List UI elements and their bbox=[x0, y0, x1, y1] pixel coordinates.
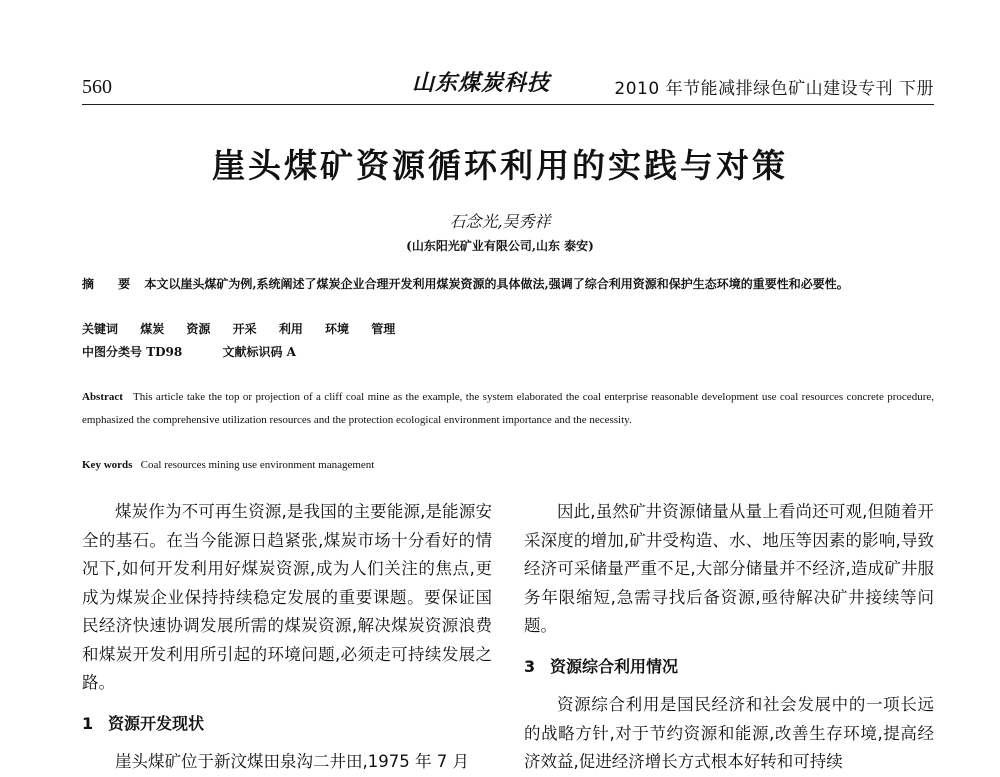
section-3-heading bbox=[524, 653, 934, 682]
keywords-cn-label: 关键词 bbox=[82, 322, 119, 336]
section-1-heading bbox=[82, 710, 492, 739]
issue-title: 2010 年节能减排绿色矿山建设专刊 下册 bbox=[614, 79, 934, 99]
keywords-cn bbox=[82, 320, 934, 337]
body-right-column bbox=[524, 498, 934, 777]
keywords-en-text: Coal resources mining use environment management bbox=[140, 459, 375, 471]
cls-label: 中图分类号 bbox=[82, 345, 143, 359]
abstract-cn bbox=[82, 274, 934, 295]
page-number: 560 bbox=[82, 76, 112, 98]
keyword-cn: 开采 bbox=[232, 322, 257, 336]
intro-paragraph: 煤炭作为不可再生资源,是我国的主要能源,是能源安全的基石。在当今能源日趋紧张,煤炭市场十分看好的情况下,如何开发利用好煤炭资源,成为人们关注的焦点,更成为煤炭企业保持持续稳定发展的重要课题。要保证国民经济快速协调发展所需的煤炭资源,解决煤炭资源浪费和煤炭开发利用所引起的环境问题,必须走可持续发展之路。 bbox=[82, 502, 492, 692]
section-3-title: 资源综合利用情况 bbox=[550, 656, 679, 676]
keyword-cn: 管理 bbox=[371, 322, 396, 336]
section-2-tail-paragraph: 因此,虽然矿井资源储量从量上看尚还可观,但随着开采深度的增加,矿井受构造、水、地压等因素的影响,导致经济可采储量严重不足,大部分储量并不经济,造成矿井服务年限缩短,急需寻找后备资源,亟待解决矿井接续等问题。 bbox=[524, 502, 934, 635]
article-title: 崖头煤矿资源循环利用的实践与对策 bbox=[212, 146, 788, 185]
section-1-number: 1 bbox=[82, 713, 94, 733]
section-3-paragraph: 资源综合利用是国民经济和社会发展中的一项长远的战略方针,对于节约资源和能源,改善生存环境,提高经济效益,促进经济增长方式根本好转和可持续 bbox=[524, 695, 934, 771]
running-header bbox=[82, 66, 934, 106]
header-rule bbox=[82, 104, 934, 105]
abstract-cn-text: 本文以崖头煤矿为例,系统阐述了煤炭企业合理开发利用煤炭资源的具体做法,强调了综合利用资源和保护生态环境的重要性和必要性。 bbox=[144, 277, 849, 291]
keyword-cn: 环境 bbox=[325, 322, 350, 336]
cls-value: TD98 bbox=[146, 345, 183, 359]
journal-name-logo: 山东煤炭科技 bbox=[412, 70, 551, 96]
section-3-number: 3 bbox=[524, 656, 536, 676]
section-1-title: 资源开发现状 bbox=[108, 713, 205, 733]
classification-line bbox=[82, 343, 934, 360]
abstract-en-label: Abstract bbox=[82, 391, 123, 403]
keywords-en-label: Key words bbox=[82, 459, 133, 471]
doc-code-value: A bbox=[286, 345, 296, 359]
keyword-cn: 资源 bbox=[186, 322, 211, 336]
doc-code-label: 文献标识码 bbox=[222, 345, 283, 359]
keyword-cn: 利用 bbox=[278, 322, 303, 336]
article-authors: 石念光,吴秀祥 bbox=[449, 212, 551, 231]
keyword-cn: 煤炭 bbox=[140, 322, 165, 336]
abstract-en-text: This article take the top or projection of a cliff coal mine as the example, the system elaborated the coal enterprise reasonable development use coal resources concrete procedure, emphasized the comprehensive utilization resources and the protection ecological environment importance and the necessity. bbox=[82, 391, 934, 426]
body-left-column bbox=[82, 498, 492, 777]
abstract-en bbox=[82, 386, 934, 432]
abstract-cn-label: 摘 要 bbox=[82, 277, 141, 291]
section-1-paragraph: 崖头煤矿位于新汶煤田泉沟二井田,1975 年 7 月 bbox=[115, 752, 469, 771]
keywords-en bbox=[82, 459, 934, 471]
author-affiliation: (山东阳光矿业有限公司,山东 泰安) bbox=[406, 239, 594, 253]
